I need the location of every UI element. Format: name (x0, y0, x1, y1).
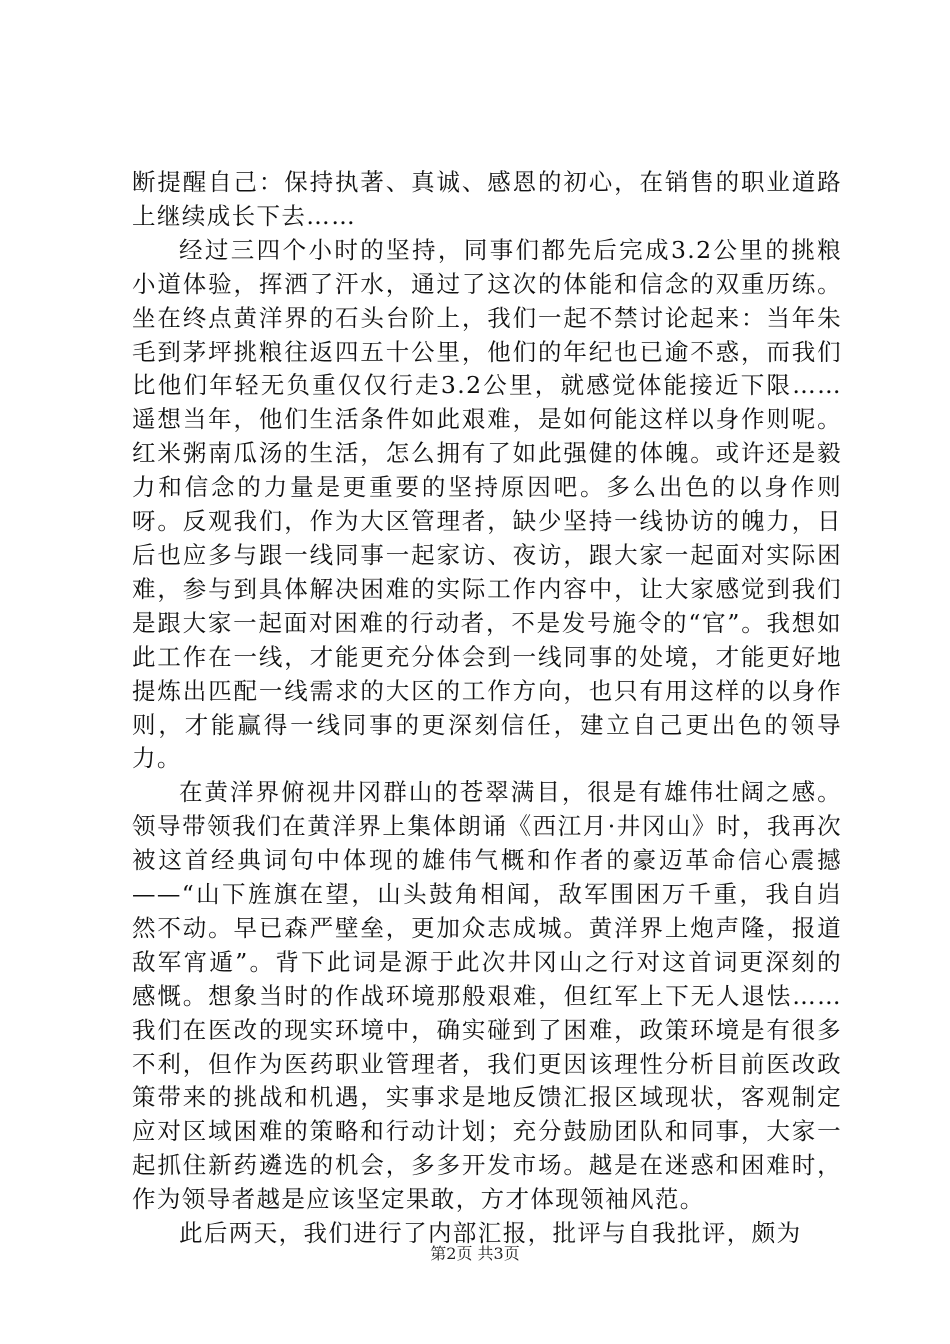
paragraph-internal-report: 此后两天，我们进行了内部汇报，批评与自我批评，颇为 (179, 1219, 802, 1248)
page-number-footer: 第2页 共3页 (430, 1244, 520, 1263)
document-body (132, 166, 842, 1251)
paragraph-hiking-reflection: 经过三四个小时的坚持，同事们都先后完成3.2公里的挑粮小道体验，挥洒了汗水，通过了这次的体能和信念的双重历练。坐在终点黄洋界的石头台阶上，我们一起不禁讨论起来：当年朱毛到茅坪挑粮往返四五十公里，他们的年纪也已逾不惑，而我们比他们年轻无负重仅仅行走3.2公里，就感觉体能接近下限……遥想当年，他们生活条件如此艰难，是如何能这样以身作则呢。红米粥南瓜汤的生活，怎么拥有了如此强健的体魄。或许还是毅力和信念的力量是更重要的坚持原因吧。多么出色的以身作则呀。反观我们，作为大区管理者，缺少坚持一线协访的魄力，日后也应多与跟一线同事一起家访、夜访，跟大家一起面对实际困难，参与到具体解决困难的实际工作内容中，让大家感觉到我们是跟大家一起面对困难的行动者，不是发号施令的“官”。我想如此工作在一线，才能更充分体会到一线同事的处境，才能更好地提炼出匹配一线需求的大区的工作方向，也只有用这样的以身作则，才能赢得一线同事的更深刻信任，建立自己更出色的领导力。 (132, 235, 842, 773)
paragraph-huangyangjie-poem: 在黄洋界俯视井冈群山的苍翠满目，很是有雄伟壮阔之感。领导带领我们在黄洋界上集体朗诵《西江月·井冈山》时，我再次被这首经典词句中体现的雄伟气概和作者的豪迈革命信心震撼——“山下旌旗在望，山头鼓角相闻，敌军围困万千重，我自岿然不动。早已森严壁垒，更加众志成城。黄洋界上炮声隆，报道敌军宵遁”。背下此词是源于此次井冈山之行对这首词更深刻的感慨。想象当时的作战环境那般艰难，但红军上下无人退怯……我们在医改的现实环境中，确实碰到了困难，政策环境是有很多不利，但作为医药职业管理者，我们更因该理性分析目前医改政策带来的挑战和机遇，实事求是地反馈汇报区域现状，客观制定应对区域困难的策略和行动计划；充分鼓励团队和同事，大家一起抓住新药遴选的机会，多多开发市场。越是在迷惑和困难时，作为领导者越是应该坚定果敢，方才体现领袖风范。 (132, 778, 842, 1214)
paragraph-continuation: 断提醒自己：保持执著、真诚、感恩的初心，在销售的职业道路上继续成长下去…… (132, 168, 842, 230)
